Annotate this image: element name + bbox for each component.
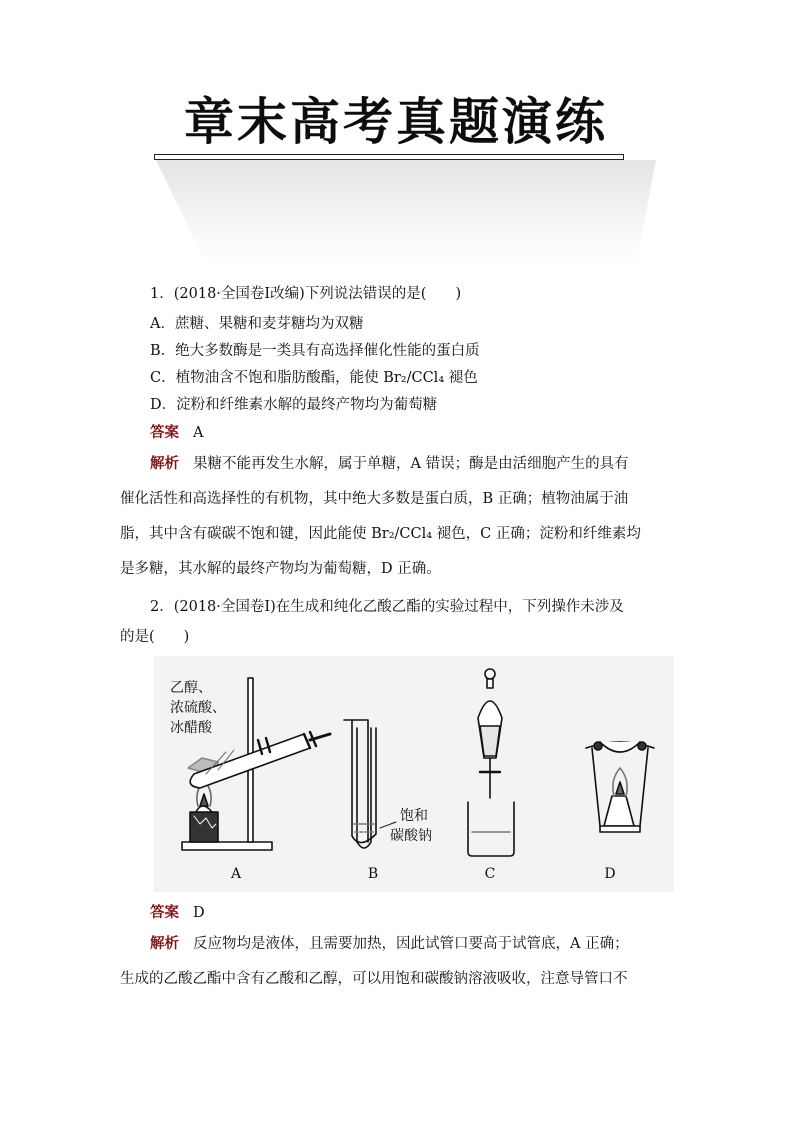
panel-label-d: D — [604, 866, 616, 882]
answer-value: A — [193, 425, 204, 441]
question-2-stem-line2: 的是( ) — [120, 629, 190, 645]
analysis-line: 反应物均是液体，且需要加热，因此试管口要高于试管底，A 正确； — [193, 936, 629, 952]
option-b: B．绝大多数酶是一类具有高选择催化性能的蛋白质 — [150, 343, 480, 359]
analysis-line: 催化活性和高选择性的有机物，其中绝大多数是蛋白质，B 正确；植物油属于油 — [120, 491, 629, 507]
analysis-label: 解析 — [150, 455, 179, 472]
chapter-banner — [150, 88, 670, 268]
reagent-label-line2: 浓硫酸、 — [170, 700, 226, 716]
question-2-answer — [150, 903, 205, 923]
question-1-answer — [150, 423, 203, 443]
answer-value: D — [193, 905, 205, 921]
option-d: D．淀粉和纤维素水解的最终产物均为葡萄糖 — [150, 397, 438, 413]
banner-shadow — [156, 160, 656, 264]
question-2-stem-line1: 2．(2018·全国卷Ⅰ)在生成和纯化乙酸乙酯的实验过程中，下列操作未涉及 — [150, 599, 624, 615]
panel-label-c: C — [484, 866, 496, 882]
question-source: (2018·全国卷Ⅰ改编) — [173, 286, 305, 302]
option-a: A．蔗糖、果糖和麦芽糖均为双糖 — [150, 316, 364, 332]
question-text: 下列说法错误的是( ) — [304, 286, 462, 302]
analysis-line: 是多糖，其水解的最终产物均为葡萄糖，D 正确。 — [120, 561, 441, 577]
answer-label: 答案 — [150, 904, 179, 921]
question-number: 1． — [150, 286, 174, 302]
analysis-line: 脂，其中含有碳碳不饱和键，因此能使 Br₂/CCl₄ 褪色，C 正确；淀粉和纤维素均 — [120, 526, 641, 542]
apparatus-figure — [154, 656, 674, 892]
reagent-label-line1: 乙醇、 — [170, 680, 212, 696]
panel-label-a: A — [230, 866, 242, 882]
apparatus-drawing — [154, 656, 674, 892]
reagent-label-line3: 冰醋酸 — [170, 720, 212, 736]
answer-label: 答案 — [150, 424, 179, 441]
analysis-line: 果糖不能再发生水解，属于单糖，A 错误；酶是由活细胞产生的具有 — [193, 456, 629, 472]
panel-label-b: B — [367, 866, 379, 882]
banner-underline — [154, 154, 624, 160]
question-1-analysis — [120, 446, 674, 587]
solution-label-line1: 饱和 — [400, 808, 428, 824]
question-2-analysis — [120, 926, 674, 997]
option-c: C．植物油含不饱和脂肪酸酯，能使 Br₂/CCl₄ 褪色 — [150, 370, 478, 386]
analysis-line: 生成的乙酸乙酯中含有乙酸和乙醇，可以用饱和碳酸钠溶液吸收，注意导管口不 — [120, 971, 628, 987]
page-title: 章末高考真题演练 — [184, 92, 608, 151]
solution-label-line2: 碳酸钠 — [390, 828, 432, 844]
analysis-label: 解析 — [150, 935, 179, 952]
question-1-stem — [150, 284, 461, 304]
